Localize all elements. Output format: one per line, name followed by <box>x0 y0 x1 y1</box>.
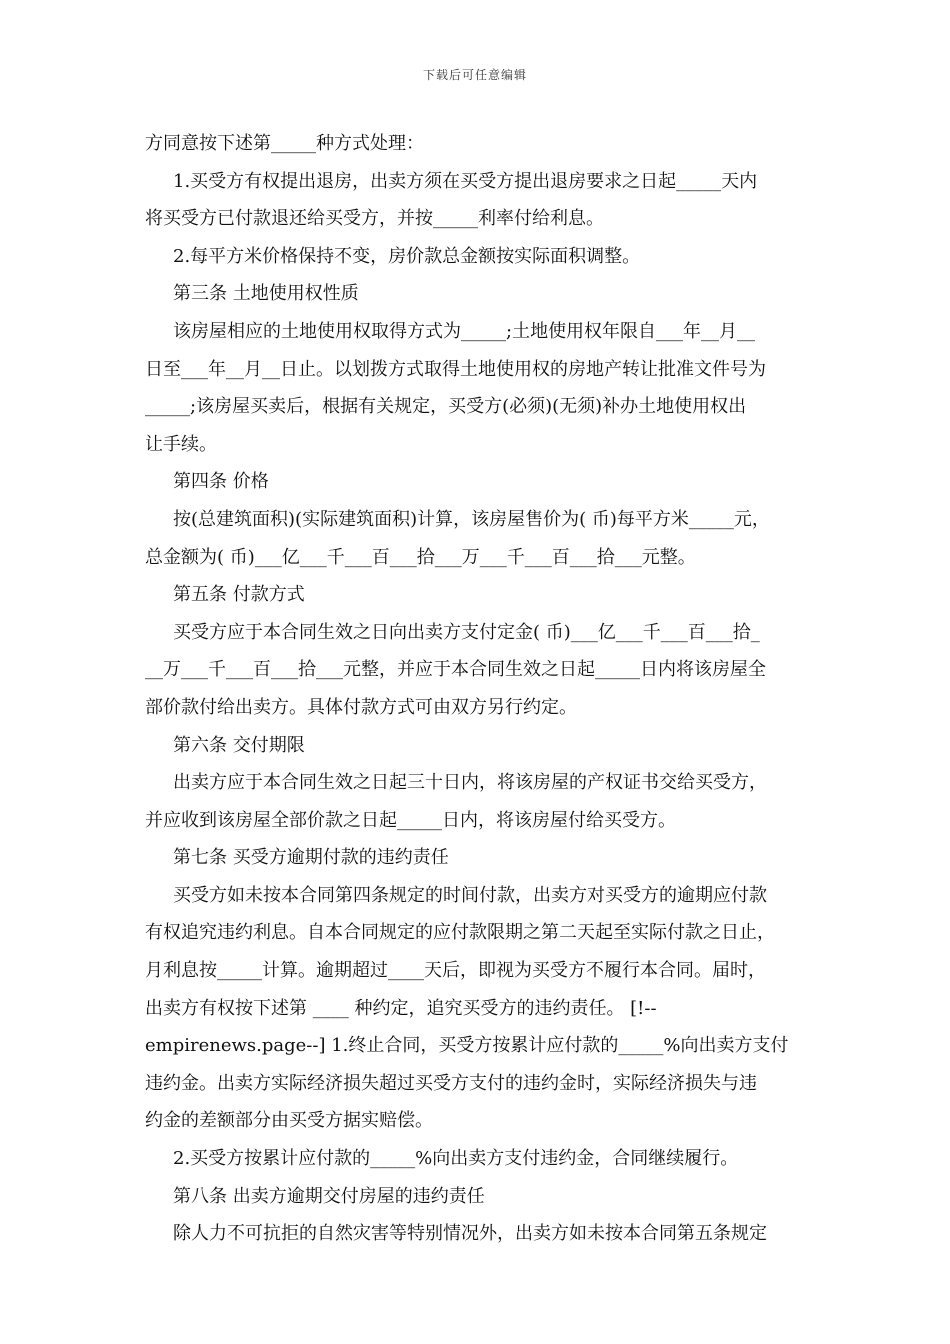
text-line: 约金的差额部分由买受方据实赔偿。 <box>145 1110 433 1132</box>
section-heading: 第五条 付款方式 <box>173 584 305 606</box>
section-heading: 第八条 出卖方逾期交付房屋的违约责任 <box>173 1185 485 1207</box>
text-line: 月利息按_____计算。逾期超过____天后，即视为买受方不履行本合同。届时， <box>145 960 766 982</box>
text-line: 除人力不可抗拒的自然灾害等特别情况外，出卖方如未按本合同第五条规定 <box>173 1223 767 1245</box>
text-line: 部价款付给出卖方。具体付款方式可由双方另行约定。 <box>145 696 577 718</box>
section-heading: 第三条 土地使用权性质 <box>173 283 359 305</box>
text-line: 该房屋相应的土地使用权取得方式为_____;土地使用权年限自___年__月__ <box>173 320 756 342</box>
text-line: 出卖方有权按下述第 ____ 种约定，追究买受方的违约责任。 [!-- <box>145 997 657 1019</box>
text-line: __万___千___百___拾___元整，并应于本合同生效之日起_____日内将该房屋全 <box>145 659 766 681</box>
section-heading: 第六条 交付期限 <box>173 734 305 756</box>
text-line: 2.买受方按累计应付款的_____%向出卖方支付违约金，合同继续履行。 <box>173 1148 739 1170</box>
text-line: 违约金。出卖方实际经济损失超过买受方支付的违约金时，实际经济损失与违 <box>145 1072 757 1094</box>
text-line: 出卖方应于本合同生效之日起三十日内，将该房屋的产权证书交给买受方， <box>173 772 767 794</box>
text-line: 让手续。 <box>145 433 217 455</box>
header-note: 下载后可任意编辑 <box>422 68 527 82</box>
contract-body <box>145 125 810 1253</box>
text-line: 将买受方已付款退还给买受方，并按_____利率付给利息。 <box>145 208 604 230</box>
text-line: _____;该房屋买卖后，根据有关规定，买受方(必须)(无须)补办土地使用权出 <box>145 396 747 418</box>
text-line: 并应收到该房屋全部价款之日起_____日内，将该房屋付给买受方。 <box>145 809 676 831</box>
text-line: 方同意按下述第_____种方式处理： <box>145 133 424 154</box>
text-line: 日至___年__月__日止。以划拨方式取得土地使用权的房地产转让批准文件号为 <box>145 358 766 380</box>
text-line: 按(总建筑面积)(实际建筑面积)计算，该房屋售价为( 币)每平方米_____元， <box>173 508 770 530</box>
text-line: 2.每平方米价格保持不变，房价款总金额按实际面积调整。 <box>173 245 641 267</box>
section-heading: 第七条 买受方逾期付款的违约责任 <box>173 847 449 869</box>
text-line: 有权追究违约利息。自本合同规定的应付款限期之第二天起至实际付款之日止， <box>145 922 775 944</box>
section-heading: 第四条 价格 <box>173 471 269 493</box>
text-line: 1.买受方有权提出退房，出卖方须在买受方提出退房要求之日起_____天内 <box>173 170 758 192</box>
text-line: 买受方应于本合同生效之日向出卖方支付定金( 币)___亿___千___百___拾_ <box>173 621 760 643</box>
text-line: 买受方如未按本合同第四条规定的时间付款，出卖方对买受方的逾期应付款 <box>173 884 767 906</box>
text-line: 总金额为( 币)___亿___千___百___拾___万___千___百___拾___元整。 <box>145 546 696 568</box>
text-line: empirenews.page--] 1.终止合同，买受方按累计应付款的_____%向出卖方支付 <box>145 1035 789 1057</box>
